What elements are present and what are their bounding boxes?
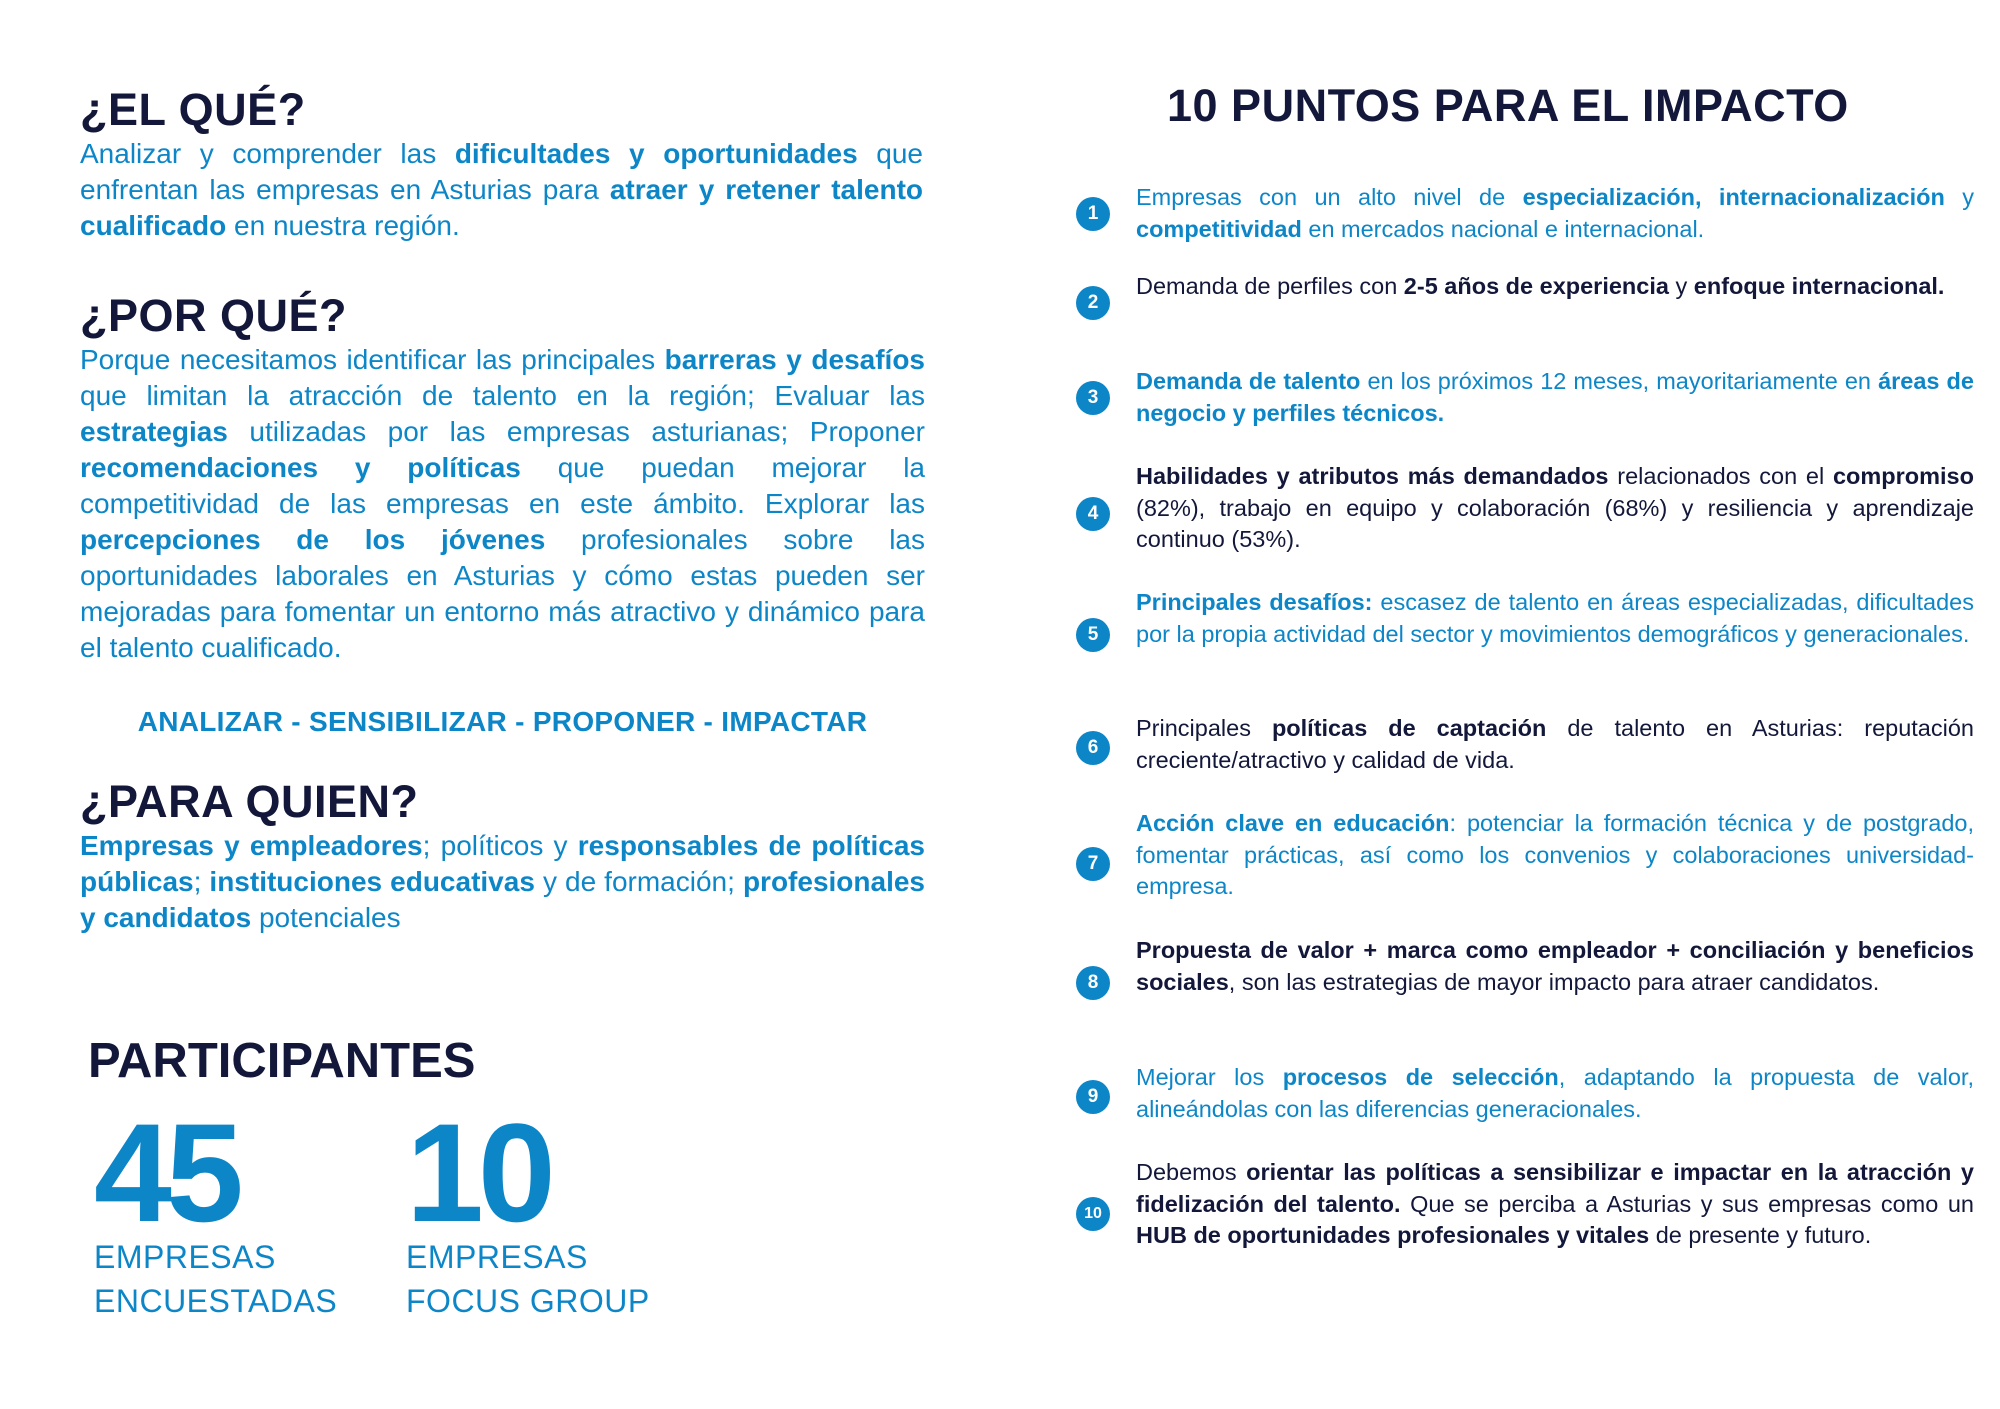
text-run: que enfrentan las empresas en Asturias para <box>80 138 923 205</box>
what-paragraph <box>80 136 923 244</box>
impact-point-text <box>1136 461 1974 556</box>
text-run: Demanda de perfiles con <box>1136 273 1404 299</box>
motto: ANALIZAR - SENSIBILIZAR - PROPONER - IMPACTAR <box>137 706 868 737</box>
number-badge: 10 <box>1076 1197 1110 1231</box>
impact-point-text <box>1136 587 1974 650</box>
text-run: , son las estrategias de mayor impacto para atraer candidatos. <box>1228 968 1880 995</box>
impact-point-text <box>1136 182 1974 245</box>
stat-label-line1: EMPRESAS <box>406 1239 588 1275</box>
text-run: Debemos <box>1136 1159 1247 1185</box>
text-run: Mejorar los <box>1136 1064 1283 1090</box>
impact-point <box>1076 713 1974 779</box>
impact-point <box>1076 182 1974 248</box>
stat-label-line1: EMPRESAS <box>94 1239 276 1275</box>
text-run: en nuestra región. <box>226 210 460 241</box>
impact-point <box>1076 461 1974 557</box>
bold-run: políticas de captación <box>1271 715 1547 741</box>
stat-label-line2: ENCUESTADAS <box>94 1283 338 1319</box>
stat-focus-group <box>406 1094 650 1323</box>
left-column <box>80 84 925 936</box>
bold-run: instituciones educativas <box>209 866 535 897</box>
bold-run: especialización, internacionalización <box>1522 184 1945 210</box>
bold-run: 2-5 años de experiencia <box>1403 273 1669 299</box>
text-run: escasez de talento en áreas especializadas, dificultades por la propia actividad del sector y movimientos demográficos y generacionales. <box>1136 589 1974 647</box>
stat-number: 45 <box>94 1094 238 1251</box>
text-run: de talento en Asturias: reputación creciente/atractivo y calidad de vida. <box>1136 715 1974 773</box>
impact-point-text <box>1136 935 1974 998</box>
number-badge: 6 <box>1076 731 1110 765</box>
text-run: utilizadas por las empresas asturianas; Proponer <box>227 416 925 447</box>
bold-run: procesos de selección <box>1282 1064 1559 1090</box>
text-run: Principales <box>1136 715 1272 741</box>
bold-run: competitividad <box>1136 215 1302 242</box>
text-run: en mercados nacional e internacional. <box>1301 215 1705 242</box>
bold-run: compromiso <box>1832 463 1974 489</box>
text-run: : potenciar la formación técnica y de postgrado, fomentar prácticas, así como los convenios y colaboraciones universidad-empresa. <box>1136 810 1974 899</box>
bold-run: dificultades y oportunidades <box>454 138 858 169</box>
bold-run: estrategias <box>80 416 228 447</box>
text-run: profesionales sobre las oportunidades laborales en Asturias y cómo estas pueden ser mejoradas para fomentar un entorno más atractivo y dinámico para el talento cualificado. <box>80 524 925 663</box>
impact-point-text <box>1136 271 1974 303</box>
text-run: y de formación; <box>534 866 743 897</box>
participants-title: PARTICIPANTES <box>88 1034 476 1088</box>
bold-run: atraer y retener talento cualificado <box>80 174 923 241</box>
who-paragraph <box>80 828 925 936</box>
why-paragraph <box>80 342 925 666</box>
bold-run: profesionales y candidatos <box>80 866 925 933</box>
participants-section <box>88 1033 888 1319</box>
text-run: Empresas con un alto nivel de <box>1136 184 1523 210</box>
text-run: Analizar y comprender las <box>80 138 455 169</box>
bold-run: Principales desafíos: <box>1136 589 1373 615</box>
impact-point <box>1076 935 1974 1031</box>
text-run: (82%), trabajo en equipo y colaboración (68%) y resiliencia y aprendizaje continuo (53%). <box>1136 494 1974 552</box>
text-run: potenciales <box>251 902 401 933</box>
text-run: ; políticos y <box>422 830 578 861</box>
number-badge: 1 <box>1076 197 1110 231</box>
why-heading: ¿POR QUÉ? <box>80 290 348 341</box>
text-run: relacionados con el <box>1608 463 1833 489</box>
text-run: , adaptando la propuesta de valor, alineándolas con las diferencias generacionales. <box>1136 1064 1974 1122</box>
stat-label-line2: FOCUS GROUP <box>406 1283 650 1319</box>
bold-run: áreas de negocio y perfiles técnicos. <box>1136 368 1974 426</box>
impact-point-text <box>1136 808 1974 903</box>
text-run: que puedan mejorar la competitividad de las empresas en este ámbito. Explorar las <box>80 452 925 519</box>
impact-point-text <box>1136 1062 1974 1125</box>
impact-point <box>1076 1157 1974 1285</box>
stat-number: 10 <box>406 1094 550 1251</box>
text-run: de presente y futuro. <box>1649 1222 1872 1248</box>
bold-run: responsables de políticas públicas <box>80 830 925 897</box>
bold-run: Demanda de talento <box>1136 368 1361 394</box>
bold-run: Empresas y empleadores <box>80 830 423 861</box>
text-run: Que se perciba a Asturias y sus empresas como un <box>1400 1190 1974 1217</box>
bold-run: barreras y desafíos <box>664 344 925 375</box>
text-run: ; <box>193 866 210 897</box>
text-run: y <box>1668 273 1694 299</box>
impact-title: 10 PUNTOS PARA EL IMPACTO <box>1167 80 1849 131</box>
impact-point <box>1076 587 1974 683</box>
number-badge: 4 <box>1076 497 1110 531</box>
text-run: y <box>1944 184 1974 210</box>
number-badge: 2 <box>1076 286 1110 320</box>
bold-run: percepciones de los jóvenes <box>80 524 546 555</box>
number-badge: 5 <box>1076 618 1110 652</box>
what-heading: ¿EL QUÉ? <box>80 84 306 135</box>
bold-run: enfoque internacional. <box>1693 273 1945 299</box>
impact-point <box>1076 1062 1974 1128</box>
number-badge: 9 <box>1076 1080 1110 1114</box>
text-run: que limitan la atracción de talento en la región; Evaluar las <box>80 380 925 411</box>
number-badge: 3 <box>1076 381 1110 415</box>
bold-run: orientar las políticas a sensibilizar e impactar en la atracción y fidelización del talento. <box>1136 1159 1975 1217</box>
number-badge: 8 <box>1076 966 1110 1000</box>
who-heading: ¿PARA QUIEN? <box>80 776 419 827</box>
impact-point <box>1076 808 1974 904</box>
bold-run: HUB de oportunidades profesionales y vitales <box>1136 1222 1650 1248</box>
bold-run: Habilidades y atributos más demandados <box>1136 463 1609 489</box>
text-run: en los próximos 12 meses, mayoritariamente en <box>1360 368 1879 394</box>
stat-surveyed <box>94 1094 338 1323</box>
impact-point-text <box>1136 713 1974 776</box>
bold-run: recomendaciones y políticas <box>80 452 521 483</box>
impact-point <box>1076 271 1974 337</box>
number-badge: 7 <box>1076 847 1110 881</box>
impact-point-text <box>1136 366 1974 429</box>
bold-run: Propuesta de valor + marca como empleador + conciliación y beneficios sociales <box>1136 937 1974 995</box>
impact-point <box>1076 366 1974 432</box>
bold-run: Acción clave en educación <box>1136 810 1450 836</box>
impact-point-text <box>1136 1157 1974 1252</box>
text-run: Porque necesitamos identificar las principales <box>80 344 665 375</box>
